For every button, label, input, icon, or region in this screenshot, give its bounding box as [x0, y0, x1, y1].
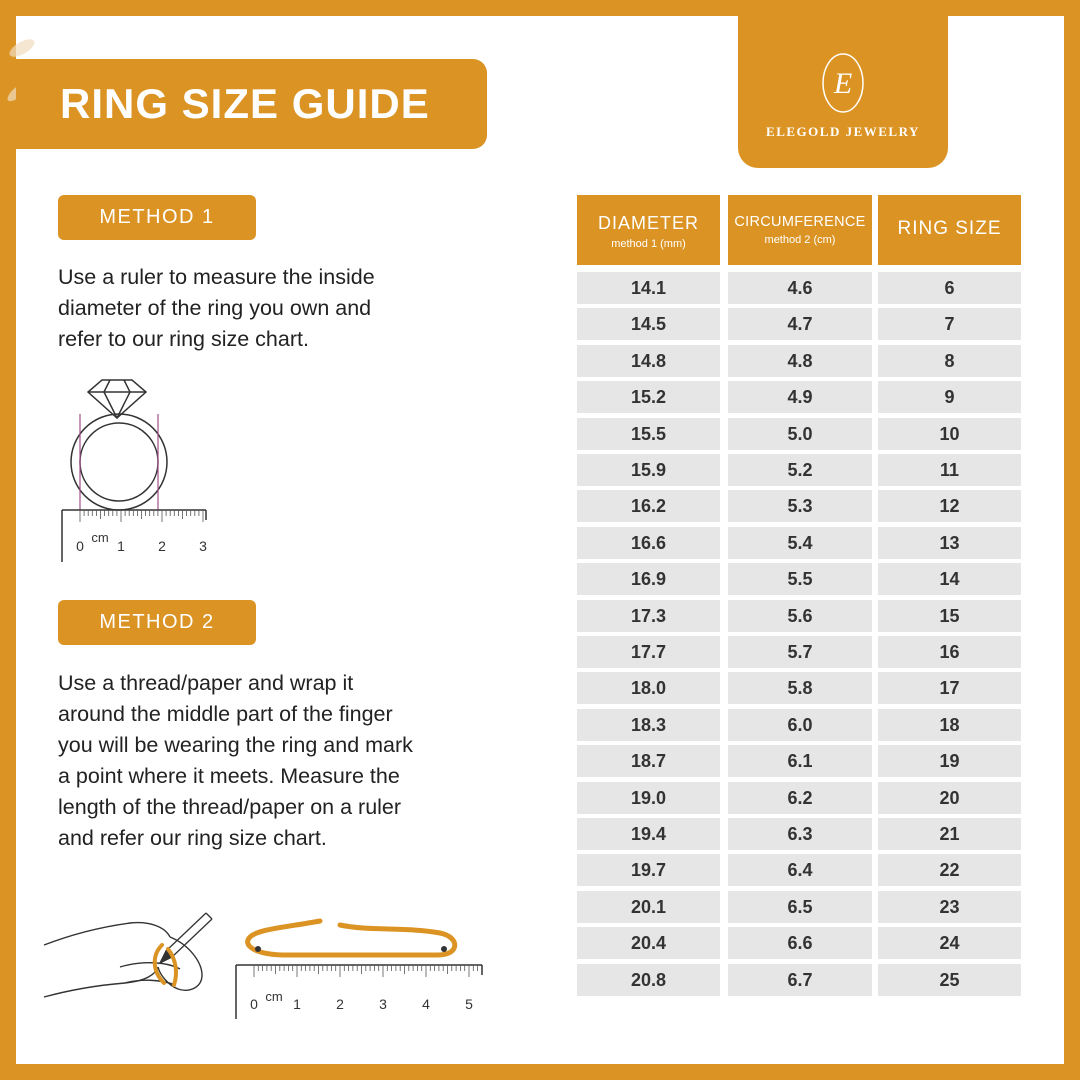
header-circumference-unit: method 2 (cm): [764, 234, 836, 246]
ruler-tick-label: 0: [76, 538, 84, 554]
diameter-cell: 18.7: [577, 745, 720, 777]
ring-size-cell: 9: [878, 381, 1021, 413]
hand-icon: [44, 923, 202, 997]
ruler-tick-label: 2: [158, 538, 166, 554]
circumference-cell: 6.5: [728, 891, 872, 923]
method-2-label: METHOD 2: [58, 600, 256, 645]
diameter-cell: 20.8: [577, 964, 720, 996]
circumference-cell: 5.7: [728, 636, 872, 668]
circumference-cell: 4.6: [728, 272, 872, 304]
ruler-tick-label: 3: [379, 996, 387, 1012]
method-2-line: length of the thread/paper on a ruler: [58, 795, 402, 819]
method-1-line: diameter of the ring you own and: [58, 296, 372, 320]
diameter-cell: 15.2: [577, 381, 720, 413]
page-title: RING SIZE GUIDE: [60, 80, 430, 127]
circumference-cell: 5.4: [728, 527, 872, 559]
ruler-unit-label: cm: [265, 989, 283, 1004]
ring-size-cell: 23: [878, 891, 1021, 923]
ring-size-cell: 15: [878, 600, 1021, 632]
method-1-label: METHOD 1: [58, 195, 256, 240]
ring-on-ruler-illustration: [58, 370, 218, 565]
circumference-cell: 6.3: [728, 818, 872, 850]
thread-on-ruler-illustration: [228, 915, 490, 1023]
ruler-unit-label: cm: [91, 530, 109, 545]
diameter-marker-lines: [80, 414, 158, 510]
header-diameter-title: DIAMETER: [597, 213, 699, 233]
header-ring-size-title: RING SIZE: [897, 218, 1002, 239]
diameter-cell: 17.7: [577, 636, 720, 668]
method-2-description: [58, 668, 518, 854]
diameter-cell: 15.9: [577, 454, 720, 486]
diameter-cell: 18.0: [577, 672, 720, 704]
circumference-cell: 4.9: [728, 381, 872, 413]
circumference-cell: 5.8: [728, 672, 872, 704]
ruler-tick-label: 4: [422, 996, 430, 1012]
end-mark-dot: [441, 946, 447, 952]
ring-size-cell: 16: [878, 636, 1021, 668]
circumference-cell: 5.0: [728, 418, 872, 450]
ruler-tick-label: 1: [117, 538, 125, 554]
method-2-line: you will be wearing the ring and mark: [58, 733, 413, 757]
ring-size-cell: 8: [878, 345, 1021, 377]
circumference-cell: 6.1: [728, 745, 872, 777]
circumference-cell: 5.2: [728, 454, 872, 486]
header-diameter: [577, 195, 720, 265]
diameter-cell: 16.6: [577, 527, 720, 559]
ring-size-cell: 13: [878, 527, 1021, 559]
circumference-cell: 6.2: [728, 782, 872, 814]
ring-size-cell: 19: [878, 745, 1021, 777]
start-mark-dot: [255, 946, 261, 952]
diameter-cell: 14.1: [577, 272, 720, 304]
ruler-tick-label: 2: [336, 996, 344, 1012]
circumference-cell: 6.6: [728, 927, 872, 959]
method-2-line: and refer our ring size chart.: [58, 826, 327, 850]
ring-size-cell: 10: [878, 418, 1021, 450]
circumference-cell: 5.3: [728, 490, 872, 522]
thread-icon: [248, 921, 455, 955]
method-2-line: a point where it meets. Measure the: [58, 764, 400, 788]
ring-size-cell: 11: [878, 454, 1021, 486]
method-1-line: refer to our ring size chart.: [58, 327, 309, 351]
header-diameter-unit: method 1 (mm): [611, 238, 686, 250]
circumference-cell: 6.0: [728, 709, 872, 741]
diameter-cell: 16.9: [577, 563, 720, 595]
ring-size-cell: 7: [878, 308, 1021, 340]
diameter-cell: 14.8: [577, 345, 720, 377]
ruler-tick-label: 3: [199, 538, 207, 554]
diameter-cell: 19.7: [577, 854, 720, 886]
brand-logo-icon: [821, 52, 865, 114]
ring-size-cell: 17: [878, 672, 1021, 704]
ring-size-cell: 24: [878, 927, 1021, 959]
ring-size-cell: 25: [878, 964, 1021, 996]
circumference-cell: 6.7: [728, 964, 872, 996]
brand-monogram: E: [833, 67, 853, 100]
diameter-cell: 18.3: [577, 709, 720, 741]
ruler-tick-label: 5: [465, 996, 473, 1012]
ring-size-cell: 18: [878, 709, 1021, 741]
brand-badge: [738, 16, 948, 168]
header-ring-size: [878, 195, 1021, 265]
diameter-cell: 14.5: [577, 308, 720, 340]
method-1-line: Use a ruler to measure the inside: [58, 265, 375, 289]
circumference-cell: 4.8: [728, 345, 872, 377]
diameter-cell: 20.4: [577, 927, 720, 959]
circumference-cell: 5.5: [728, 563, 872, 595]
diameter-cell: 16.2: [577, 490, 720, 522]
header-circumference-title: CIRCUMFERENCE: [734, 214, 866, 230]
diameter-cell: 15.5: [577, 418, 720, 450]
ruler-tick-label: 0: [250, 996, 258, 1012]
circumference-cell: 6.4: [728, 854, 872, 886]
diameter-cell: 17.3: [577, 600, 720, 632]
circumference-cell: 5.6: [728, 600, 872, 632]
ring-size-cell: 14: [878, 563, 1021, 595]
ring-size-cell: 20: [878, 782, 1021, 814]
ring-diamond-icon: [71, 380, 167, 510]
pencil-icon: [160, 913, 212, 963]
brand-name: ELEGOLD JEWELRY: [766, 124, 920, 139]
ring-size-cell: 12: [878, 490, 1021, 522]
ruler-tick-label: 1: [293, 996, 301, 1012]
method-2-line: around the middle part of the finger: [58, 702, 393, 726]
header-circumference: [728, 195, 872, 265]
ring-size-cell: 22: [878, 854, 1021, 886]
diameter-cell: 20.1: [577, 891, 720, 923]
hand-marking-finger-illustration: [40, 905, 220, 1015]
method-2-line: Use a thread/paper and wrap it: [58, 671, 354, 695]
diameter-cell: 19.0: [577, 782, 720, 814]
method-1-description: [58, 262, 518, 355]
circumference-cell: 4.7: [728, 308, 872, 340]
ring-size-cell: 21: [878, 818, 1021, 850]
diameter-cell: 19.4: [577, 818, 720, 850]
ruler-icon: [62, 510, 206, 562]
ring-size-cell: 6: [878, 272, 1021, 304]
